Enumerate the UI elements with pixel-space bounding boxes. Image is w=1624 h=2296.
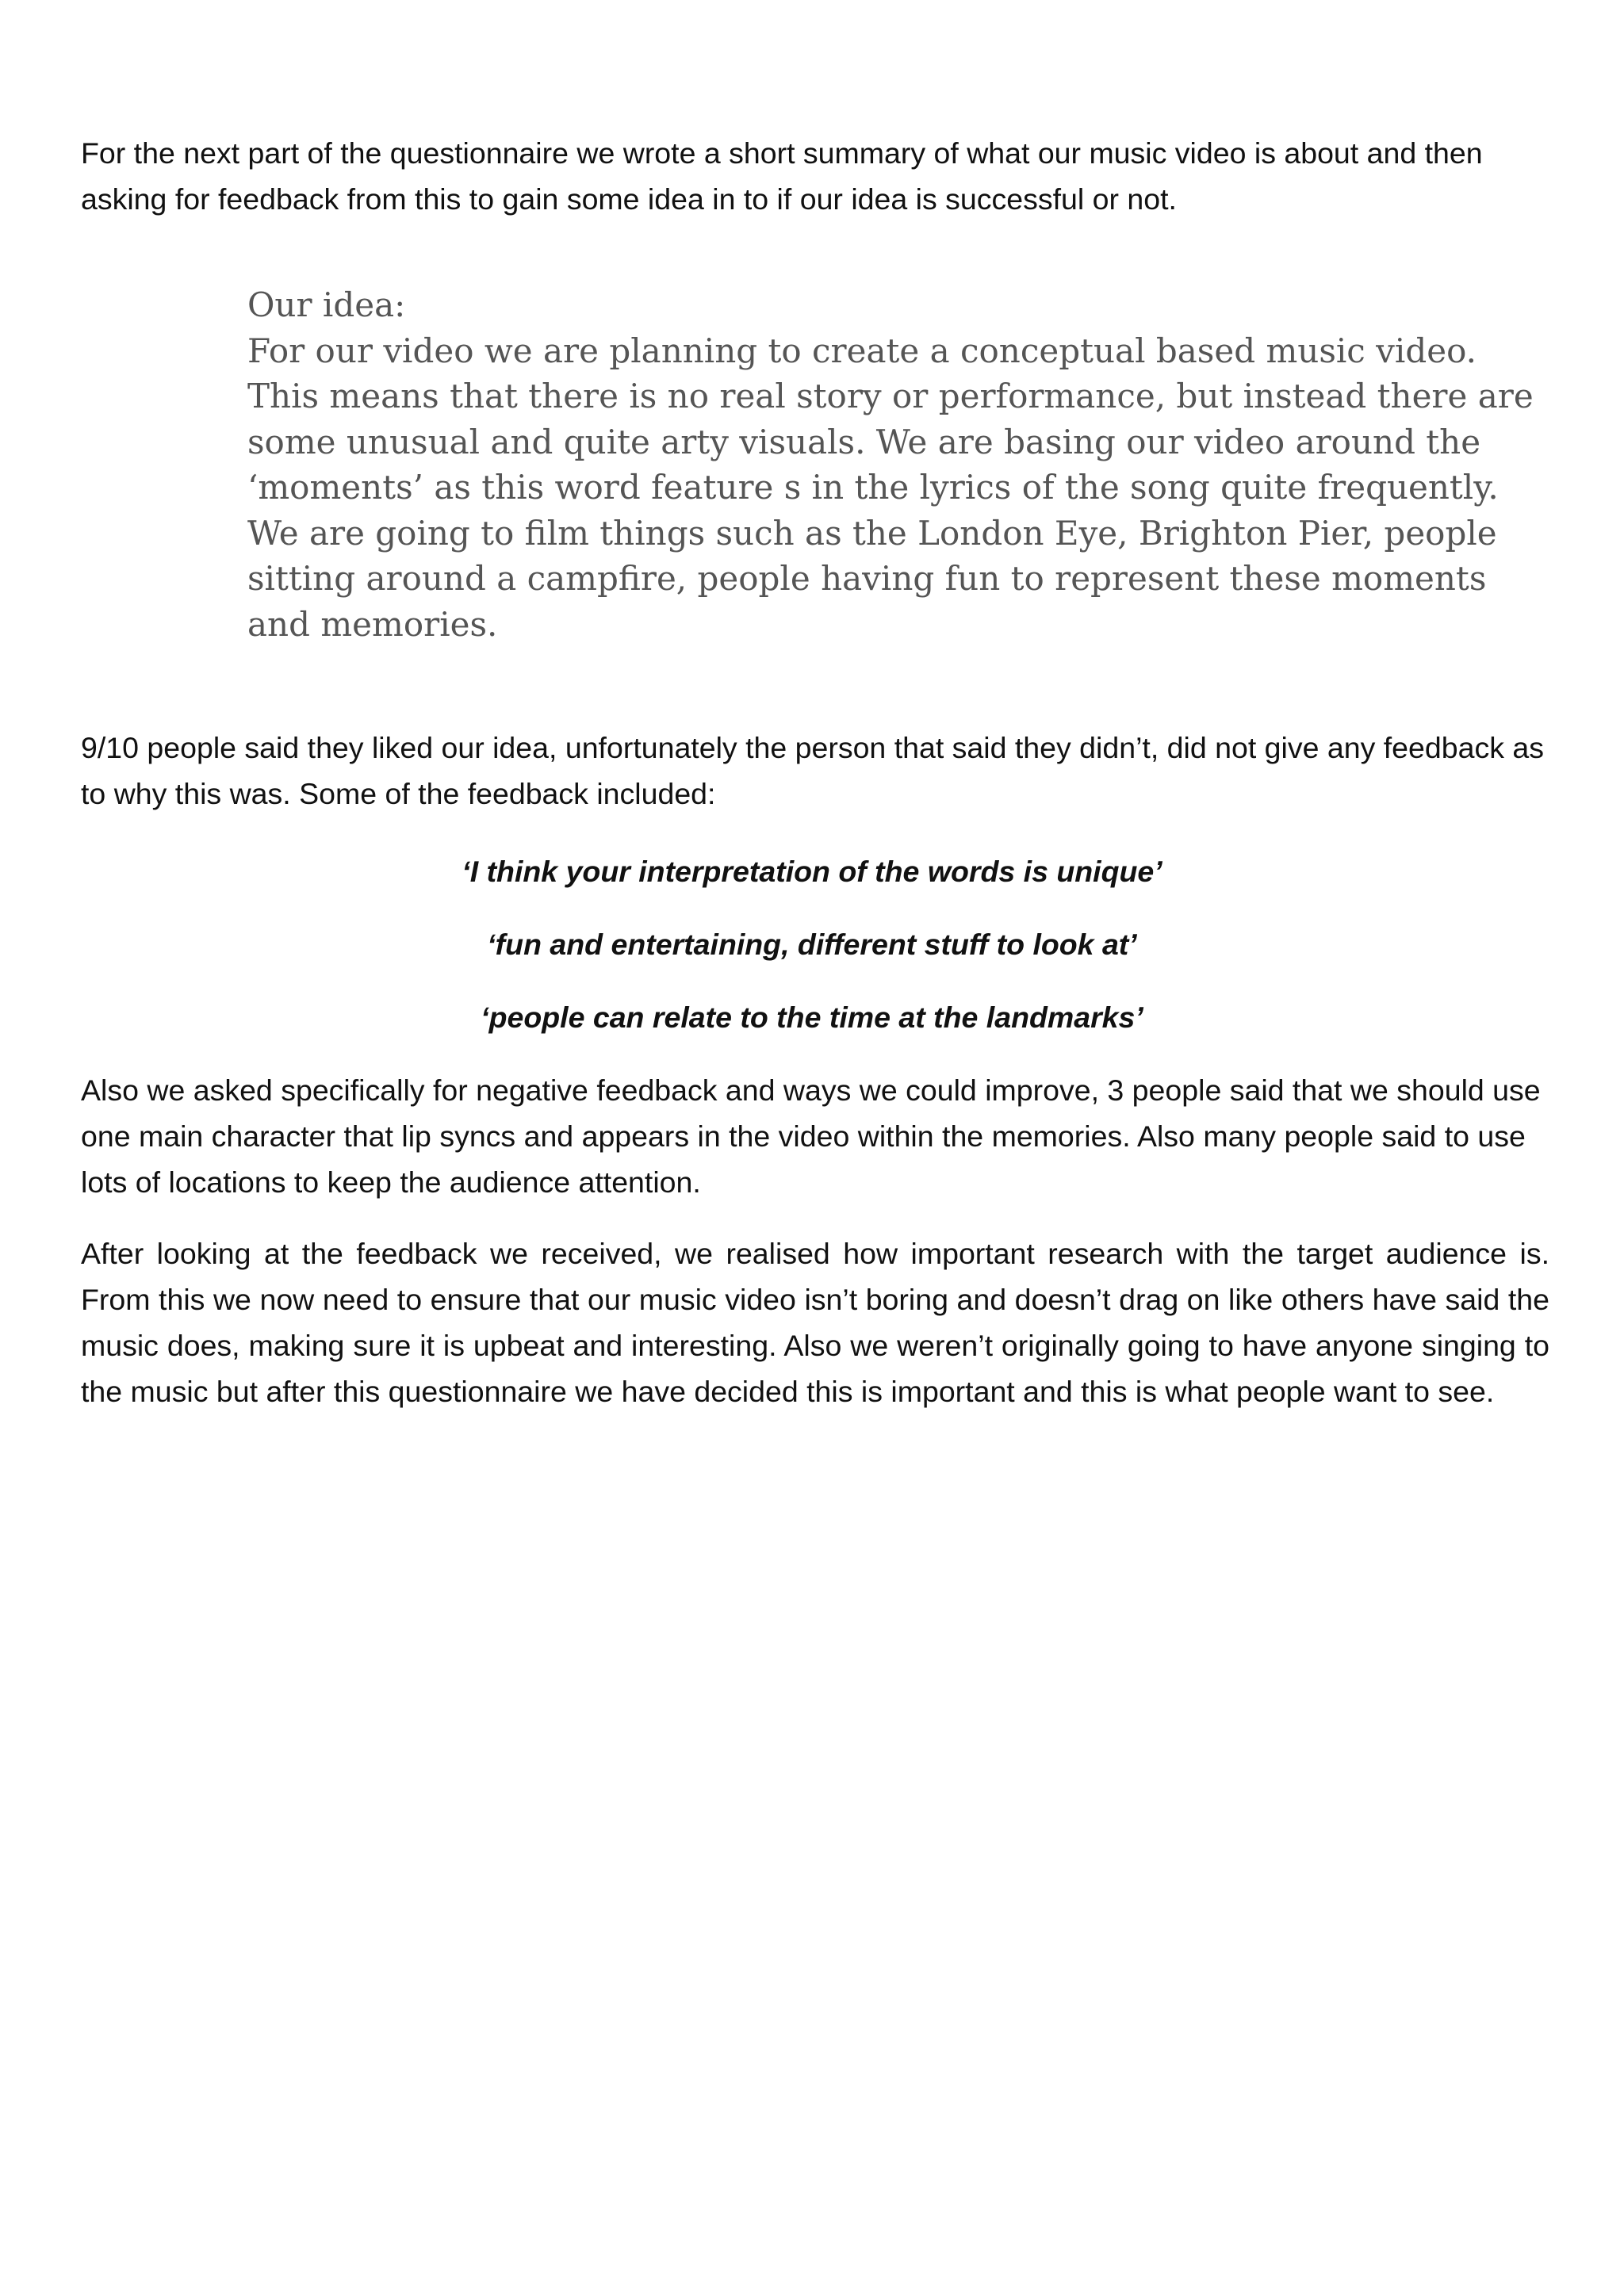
idea-line: This means that there is no real story or performance, but instead there are (247, 377, 1534, 415)
feedback-quote: ‘people can relate to the time at the landmarks’ (481, 1001, 1143, 1034)
feedback-paragraph: 9/10 people said they liked our idea, unfortunately the person that said they didn’t, did not give any feedback as to why this was. Some of the feedback included: (81, 731, 1544, 810)
negative-feedback-paragraph: Also we asked specifically for negative feedback and ways we could improve, 3 people said that we should use one main character that lip syncs and appears in the video within the memories. Also many people said to use lots of locations to keep the audience attention. (81, 1073, 1541, 1199)
intro-paragraph: For the next part of the questionnaire we wrote a short summary of what our music video is about and then asking for feedback from this to gain some idea in to if our idea is successful or not. (81, 136, 1483, 216)
feedback-quote: ‘fun and entertaining, different stuff to look at’ (487, 928, 1137, 961)
feedback-quote: ‘I think your interpretation of the words is unique’ (462, 855, 1162, 888)
idea-line: some unusual and quite arty visuals. We are basing our video around the (247, 422, 1481, 461)
idea-line: and memories. (247, 604, 498, 644)
idea-line: For our video we are planning to create a conceptual based music video. (247, 331, 1477, 370)
idea-line: sitting around a campfire, people having fun to represent these moments (247, 559, 1487, 598)
idea-heading: Our idea: (247, 285, 406, 324)
conclusion-paragraph: After looking at the feedback we received, we realised how important research with the target audience is. From this we now need to ensure that our music video isn’t boring and doesn’t drag on like others have said the music does, making sure it is upbeat and interesting. Also we weren’t originally going to have anyone singing to the music but after this questionnaire we have decided this is important and this is what people want to see. (81, 1237, 1549, 1408)
idea-line: ‘moments’ as this word feature s in the lyrics of the song quite frequently. (247, 468, 1499, 507)
idea-summary-image (247, 282, 1532, 647)
idea-line: We are going to film things such as the London Eye, Brighton Pier, people (247, 513, 1497, 553)
